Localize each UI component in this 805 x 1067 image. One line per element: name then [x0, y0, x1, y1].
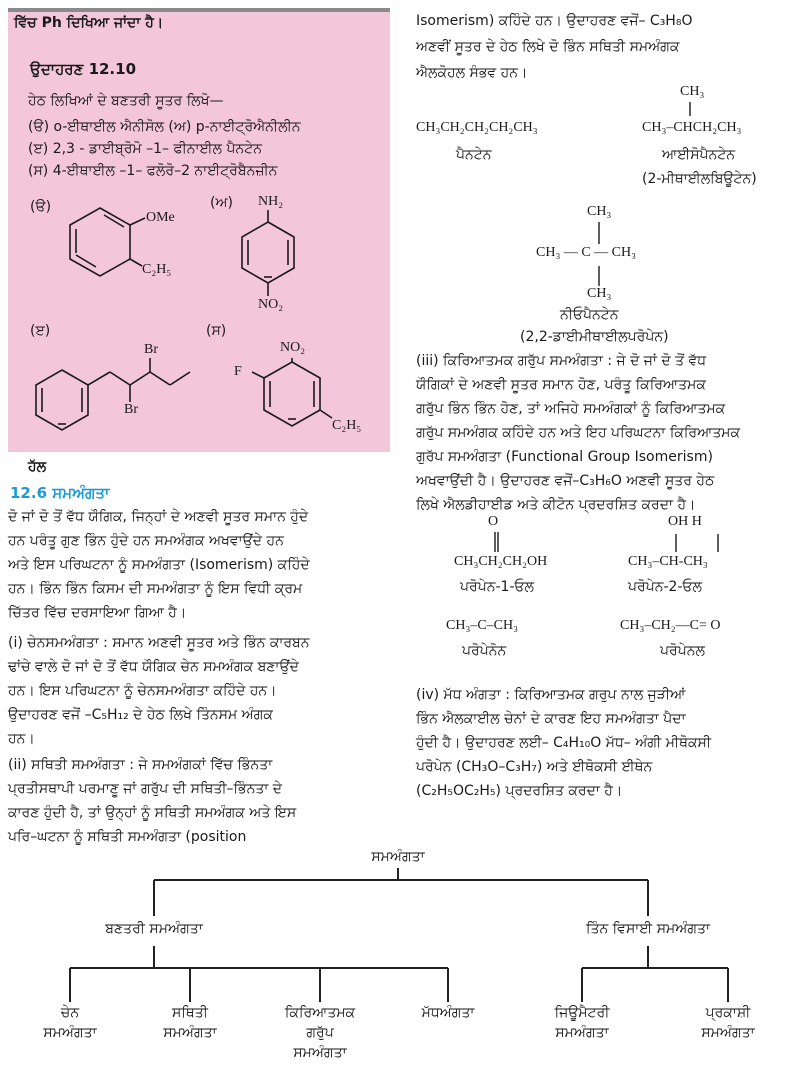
tree-leaf-functional: ਕਿਰਿਆਤਮਕ: [284, 1005, 356, 1021]
para-iii-line: ਯੌਗਿਕਾਂ ਦੇ ਅਣਵੀ ਸੂਤਰ ਸਮਾਨ ਹੋਣ, ਪਰੰਤੂ ਕਿਰਿਆਤਮਕ: [416, 377, 706, 393]
neo-top: CH₃: [587, 204, 612, 219]
struct-label-b: (ਅ): [210, 195, 233, 211]
propanol1: CH₃CH₂CH₂OH: [454, 554, 548, 569]
para-iv-line: ਭਿੰਨ ਐਲਕਾਈਲ ਚੇਨਾਂ ਦੇ ਕਾਰਣ ਇਹ ਸਮਅੰਗਤਾ ਪੈਦਾ: [416, 711, 686, 727]
tree-structural: ਬਣਤਰੀ ਸਮਅੰਗਤਾ: [105, 921, 203, 937]
tree-leaf-chain: ਸਮਅੰਗਤਾ: [43, 1025, 97, 1041]
isopentane-ch3: CH₃: [680, 84, 705, 99]
example-item: (ਸ) 4-ਈਥਾਈਲ –1– ਫਲੋਰੋ–2 ਨਾਈਟ੍ਰੋਬੈਨਜ਼ੀਨ: [28, 163, 278, 179]
struct-label-c: (ੲ): [30, 323, 51, 339]
tree-leaf-functional: ਸਮਅੰਗਤਾ: [293, 1045, 347, 1061]
tree-leaf-optical: ਸਮਅੰਗਤਾ: [701, 1025, 755, 1041]
benzene-ring-c: [36, 370, 88, 430]
right-top-line: ਐਲਕੋਹਲ ਸੰਭਵ ਹਨ।: [416, 65, 528, 81]
propanone-name: ਪਰੋਪੇਨੋਨ: [462, 643, 507, 659]
tree-leaf-position: ਸਥਿਤੀ: [172, 1005, 208, 1021]
tree-leaf-geometric: ਸਮਅੰਗਤਾ: [555, 1025, 609, 1041]
para-iii-line: ਗੁਰੱਪ ਸਮਅੰਗਤਾ (Functional Group Isomerism): [416, 449, 713, 465]
para3-line: ਪਰਿ–ਘਟਨਾ ਨੂੰ ਸਥਿਤੀ ਸਮਅੰਗਤਾ (position: [8, 829, 247, 845]
para-iv-line: ਪਰੋਪੇਨ (CH₃O–C₃H₇) ਅਤੇ ਈਥੋਕਸੀ ਈਥੇਨ: [416, 759, 653, 775]
para2-line: ਢਾਂਚੇ ਵਾਲੇ ਦੋ ਜਾਂ ਦੋ ਤੋਂ ਵੱਧ ਯੌਗਿਕ ਚੇਨ ਸਮਅੰਗਕ ਬਣਾਉਂਦੇ: [8, 659, 299, 675]
tree-leaf-position: ਸਮਅੰਗਤਾ: [163, 1025, 217, 1041]
para-iii-line: ਗਰੁੱਪ ਸਮਅੰਗਕ ਕਹਿੰਦੇ ਹਨ ਅਤੇ ਇਹ ਪਰਿਘਟਨਾ ਕਿਰਿਆਤਮਕ: [416, 425, 741, 441]
para2-line: ਹਨ।: [8, 731, 35, 747]
tree-leaf-chain: ਚੇਨ: [60, 1005, 80, 1021]
struct-c-br1: Br: [144, 342, 158, 357]
para1-line: ਹਨ। ਭਿੰਨ ਭਿੰਨ ਕਿਸਮ ਦੀ ਸਮਅੰਗਤਾ ਨੂੰ ਇਸ ਵਿਧੀ ਕ੍ਰਮ: [8, 581, 303, 597]
tree-leaf-optical: ਪ੍ਰਕਾਸ਼ੀ: [705, 1005, 751, 1021]
propanone: CH₃–C–CH₃: [446, 618, 518, 633]
para1-line: ਚਿੱਤਰ ਵਿੱਚ ਦਰਸਾਇਆ ਗਿਆ ਹੈ।: [8, 605, 187, 621]
right-top-line: Isomerism) ਕਹਿੰਦੇ ਹਨ। ਉਦਾਹਰਣ ਵਜੋਂ– C₃H₈O: [416, 13, 693, 29]
neo-bottom: CH₃: [587, 286, 612, 301]
para2-line: ਉਦਾਹਰਣ ਵਜੋਂ –C₅H₁₂ ਦੇ ਹੇਠ ਲਿਖੇ ਤਿੰਨਸਮ ਅੰਗਕ: [8, 707, 273, 723]
struct-b-top: NH₂: [258, 194, 284, 209]
example-item: (ੲ) 2,3 - ਡਾਈਬ੍ਰੋਮੋ –1– ਫੀਨਾਈਲ ਪੈਨਟੇਨ: [28, 141, 262, 157]
tree-root: ਸਮਅੰਗਤਾ: [371, 849, 425, 865]
propanol2-name: ਪਰੋਪੇਨ-2-ਓਲ: [628, 579, 702, 595]
benzene-ring-d: [264, 362, 320, 426]
struct-a-sub1: OMe: [146, 210, 175, 225]
ketone-o: O: [488, 514, 499, 529]
isopentane-name: ਆਈਸੋਪੈਨਟੇਨ: [662, 147, 736, 163]
neo-middle: CH₃ — C — CH₃: [536, 245, 636, 260]
para-iii-line: ਗਰੁੱਪ ਭਿੰਨ ਭਿੰਨ ਹੋਣ, ਤਾਂ ਅਜਿਹੇ ਸਮਅੰਗਕਾਂ ਨੂੰ ਕਿਰਿਆਤਮਕ: [416, 401, 726, 417]
isopentane-iupac: (2-ਮੀਥਾਈਲਬਿਊਟੇਨ): [642, 171, 757, 187]
tree-stereo: ਤਿੰਨ ਵਿਸਾਈ ਸਮਅੰਗਤਾ: [586, 921, 710, 937]
para2-line: (i) ਚੇਨਸਮਅੰਗਤਾ : ਸਮਾਨ ਅਣਵੀ ਸੂਤਰ ਅਤੇ ਭਿੰਨ ਕਾਰਬਨ: [8, 635, 310, 651]
example-instruction: ਹੇਠ ਲਿਖਿਆਂ ਦੇ ਬਣਤਰੀ ਸੂਤਰ ਲਿਖੋ—: [28, 93, 224, 109]
example-item: (ੳ) o-ਈਥਾਈਲ ਐਨੀਸੋਲ (ਅ) p-ਨਾਈਟ੍ਰੋਐਨੀਲੀਨ: [28, 119, 301, 135]
propanal: CH₃–CH₂—C= O: [620, 618, 721, 633]
para2-line: ਹਨ। ਇਸ ਪਰਿਘਟਨਾ ਨੂੰ ਚੇਨਸਮਅੰਗਤਾ ਕਹਿੰਦੇ ਹਨ।: [8, 683, 277, 699]
para-iii-line: ਲਿਖੇ ਐਲਡੀਹਾਈਡ ਅਤੇ ਕੀਟੋਨ ਪ੍ਰਦਰਸ਼ਿਤ ਕਰਦਾ ਹੈ।: [416, 497, 696, 513]
neo-name: ਨੀਓਪੈਨਟੇਨ: [560, 307, 619, 323]
pentane-formula: CH₃CH₂CH₂CH₂CH₃: [416, 120, 538, 135]
tree-leaf-geometric: ਜਿਊਮੈਟਰੀ: [554, 1005, 610, 1021]
propanal-name: ਪਰੋਪੇਨਲ: [660, 643, 705, 659]
struct-d-no2: NO₂: [280, 340, 306, 355]
para1-line: ਦੋ ਜਾਂ ਦੋ ਤੋਂ ਵੱਧ ਯੌਗਿਕ, ਜਿਨ੍ਹਾਂ ਦੇ ਅਣਵੀ ਸੂਤਰ ਸਮਾਨ ਹੁੰਦੇ: [8, 509, 309, 525]
solution-label: ਹੱਲ: [28, 459, 47, 475]
para-iii-line: ਅਖਵਾਉਂਦੀ ਹੈ। ਉਦਾਹਰਣ ਵਜੋਂ–C₃H₆O ਅਣਵੀ ਸੂਤਰ ਹੇਠ: [416, 473, 715, 489]
struct-c-br2: Br: [124, 402, 138, 417]
propanol2: CH₃–CH-CH₃: [628, 554, 708, 569]
pentane-name: ਪੈਨਟੇਨ: [456, 147, 492, 163]
para-iv-line: ਹੁੰਦੀ ਹੈ। ਉਦਾਹਰਣ ਲਈ– C₄H₁₀O ਮੱਧ– ਅੰਗੀ ਮੀਥੋਕਸੀ: [416, 735, 712, 751]
para3-line: ਕਾਰਣ ਹੁੰਦੀ ਹੈ, ਤਾਂ ਉਨ੍ਹਾਂ ਨੂੰ ਸਥਿਤੀ ਸਮਅੰਗਕ ਅਤੇ ਇਸ: [8, 805, 297, 821]
benzene-ring-b: [242, 222, 294, 283]
para1-line: ਹਨ ਪਰੰਤੂ ਗੁਣ ਭਿੰਨ ਹੁੰਦੇ ਹਨ ਸਮਅੰਗਕ ਅਖਵਾਉਂਦੇ ਹਨ: [8, 533, 284, 549]
para-iii-line: (iii) ਕਿਰਿਆਤਮਕ ਗਰੁੱਪ ਸਮਅੰਗਤਾ : ਜੇ ਦੋ ਜਾਂ ਦੋ ਤੋਂ ਵੱਧ: [416, 353, 707, 369]
benzene-ring-a: [70, 208, 130, 276]
propanol1-name: ਪਰੋਪੇਨ-1-ਓਲ: [460, 579, 534, 595]
struct-a-sub2: C₂H₅: [142, 262, 172, 277]
para1-line: ਅਤੇ ਇਸ ਪਰਿਘਟਨਾ ਨੂੰ ਸਮਅੰਗਤਾ (Isomerism) ਕਹਿੰਦੇ: [8, 557, 310, 573]
para3-line: ਪ੍ਰਤੀਸਥਾਪੀ ਪਰਮਾਣੂ ਜਾਂ ਗਰੁੱਪ ਦੀ ਸਥਿਤੀ–ਭਿੰਨਤਾ ਦੇ: [8, 781, 283, 797]
struct-d-f: F: [234, 364, 242, 379]
tree-leaf-metamerism: ਮੱਧਅੰਗਤਾ: [421, 1005, 475, 1021]
right-top-line: ਅਣਵੀਂ ਸੂਤਰ ਦੇ ਹੇਠ ਲਿਖੇ ਦੋ ਭਿੰਨ ਸਥਿਤੀ ਸਮਅੰਗਕ: [416, 39, 680, 55]
box-top-line: ਵਿੱਚ Ph ਦਿਖਿਆ ਜਾਂਦਾ ਹੈ।: [14, 15, 164, 31]
para-iv-line: (C₂H₅OC₂H₅) ਪ੍ਰਦਰਸ਼ਿਤ ਕਰਦਾ ਹੈ।: [416, 783, 623, 799]
para-iv-line: (iv) ਮੱਧ ਅੰਗਤਾ : ਕਿਰਿਆਤਮਕ ਗਰੁਪ ਨਾਲ ਜੁੜੀਆਂ: [416, 687, 686, 703]
struct-label-a: (ੳ): [30, 199, 52, 215]
example-title: ਉਦਾਹਰਣ 12.10: [30, 60, 137, 78]
section-heading: 12.6 ਸਮਅੰਗਤਾ: [10, 484, 110, 502]
struct-label-d: (ਸ): [206, 323, 227, 339]
isopentane-formula: CH₃–CHCH₂CH₃: [642, 120, 742, 135]
neo-iupac: (2,2-ਡਾਈਮੀਥਾਈਲਪਰੋਪੇਨ): [520, 329, 669, 345]
struct-b-bottom: NO₂: [258, 297, 284, 312]
para3-line: (ii) ਸਥਿਤੀ ਸਮਅੰਗਤਾ : ਜੇ ਸਮਅੰਗਕਾਂ ਵਿੱਚ ਭਿੰਨਤਾ: [8, 757, 273, 773]
tree-leaf-functional: ਗਰੁੱਪ: [306, 1025, 334, 1041]
oh-h-label: OH H: [668, 514, 702, 529]
struct-d-et: C₂H₅: [332, 418, 362, 433]
